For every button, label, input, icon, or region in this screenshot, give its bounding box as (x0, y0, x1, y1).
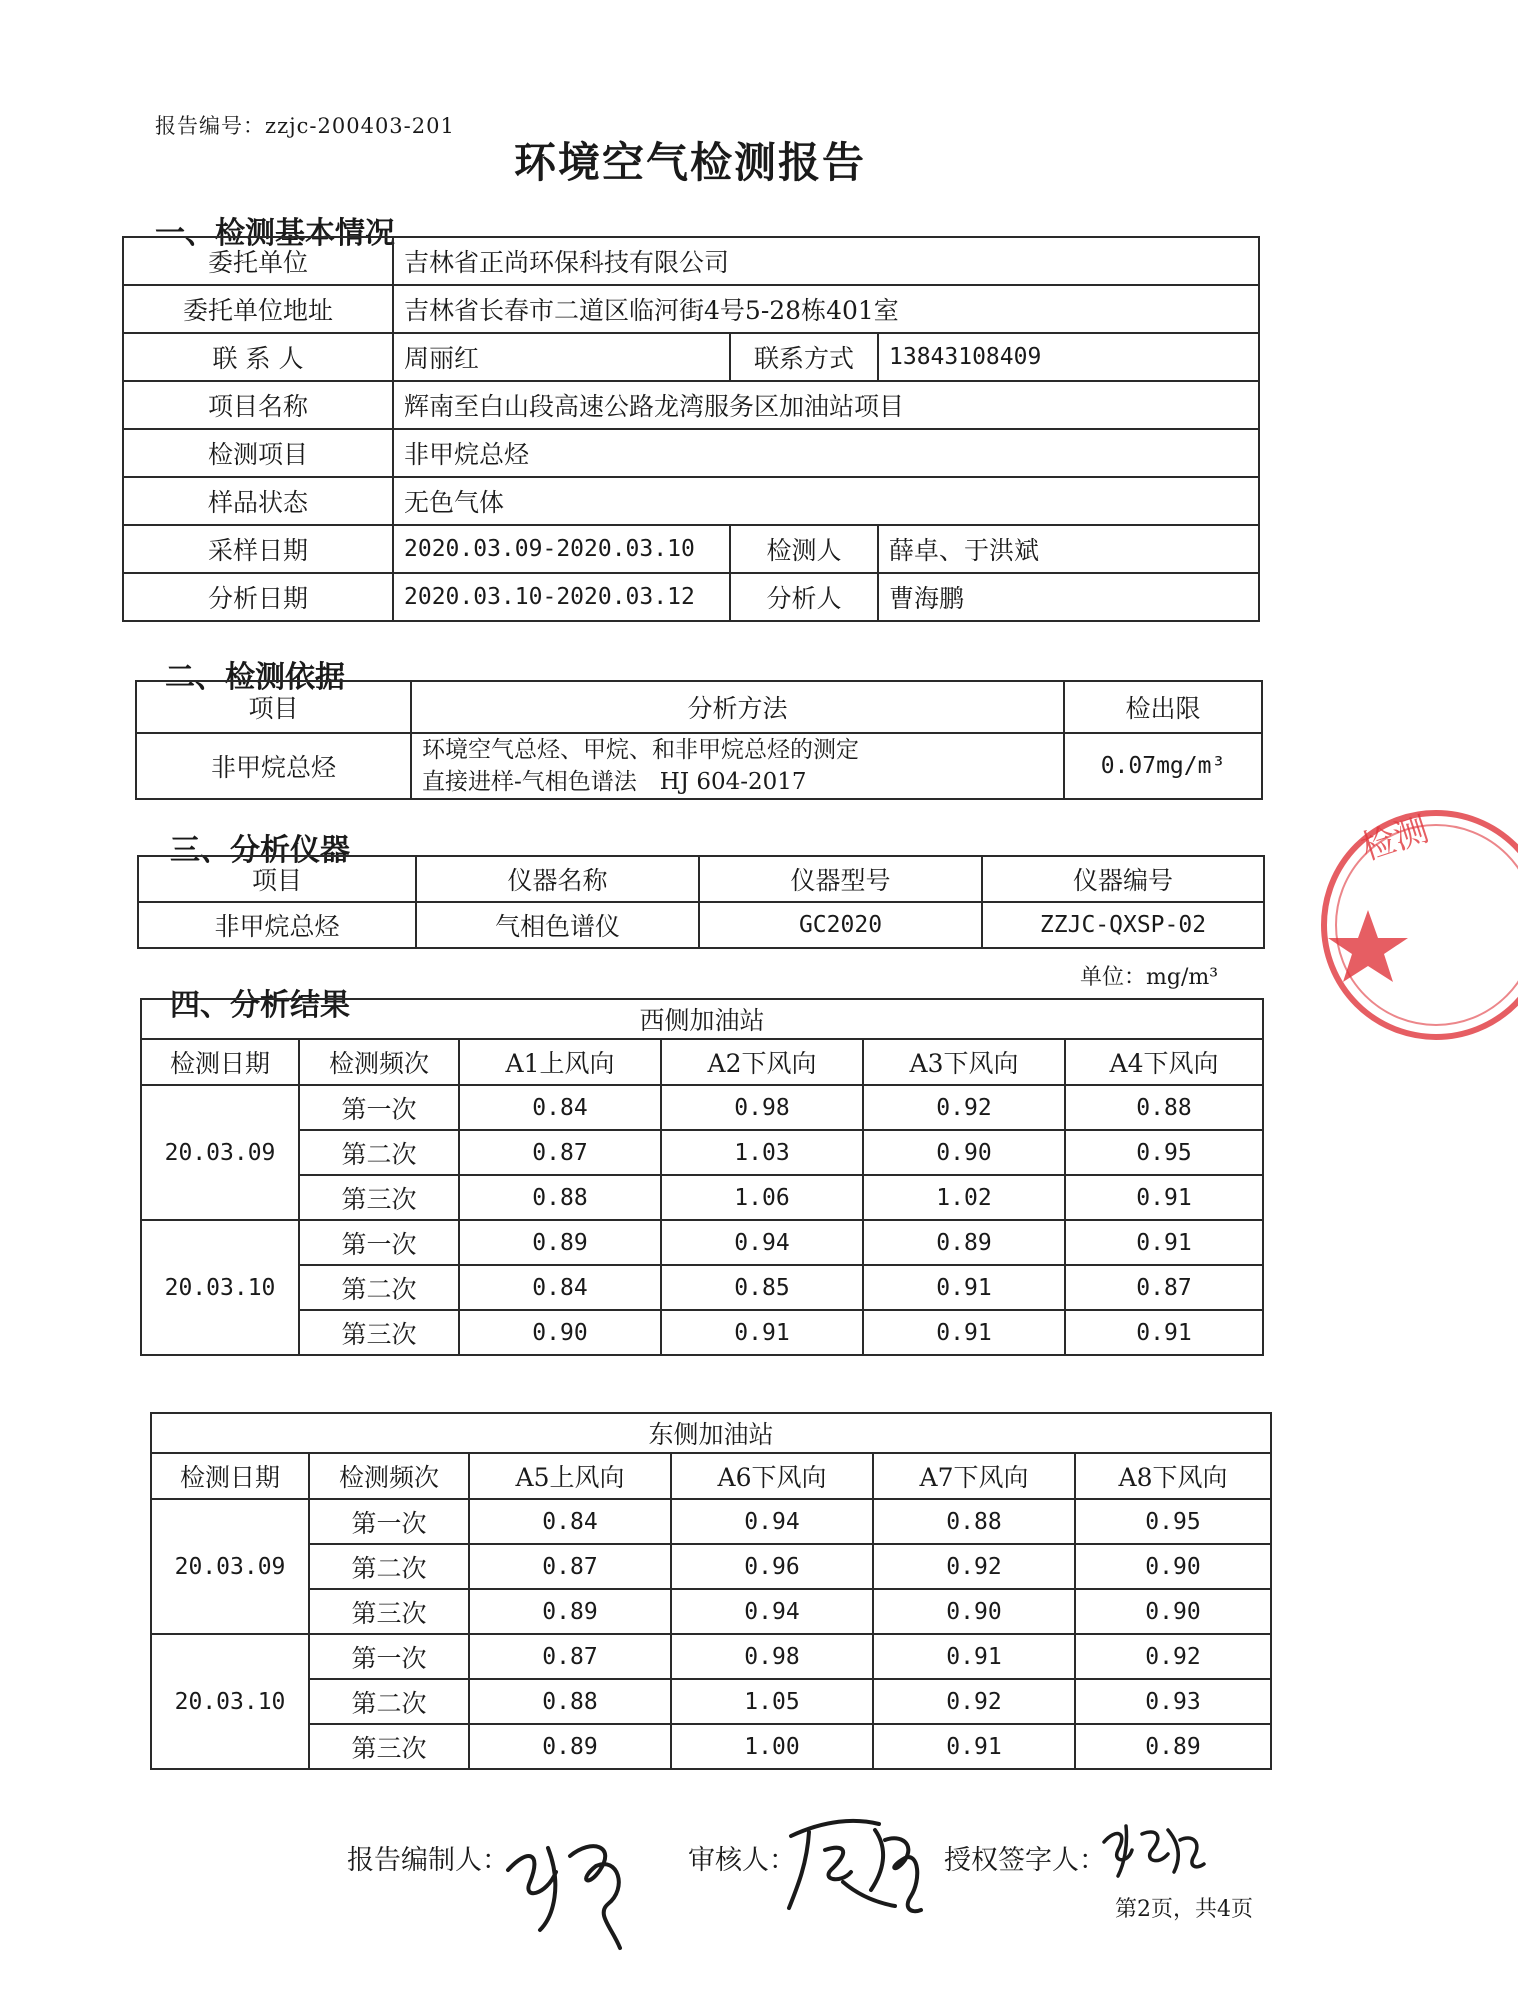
contact-label: 联 系 人 (123, 333, 393, 381)
value-cell: 0.91 (863, 1265, 1065, 1310)
east-freq-header: 检测频次 (309, 1453, 469, 1499)
signatory-signature (1098, 1820, 1208, 1880)
value-cell: 0.91 (1065, 1310, 1263, 1355)
method-line-1: 环境空气总烃、甲烷、和非甲烷总烃的测定 (422, 737, 859, 763)
freq-cell: 第二次 (309, 1544, 469, 1589)
instrument-header-item: 项目 (138, 856, 416, 902)
method-item: 非甲烷总烃 (136, 733, 411, 799)
value-cell: 0.98 (671, 1634, 873, 1679)
table-row (141, 1175, 1263, 1220)
sample-label: 样品状态 (123, 477, 393, 525)
date-cell: 20.03.10 (141, 1220, 299, 1355)
table-row (151, 1634, 1271, 1679)
value-cell: 0.92 (1075, 1634, 1271, 1679)
value-cell: 0.89 (469, 1724, 671, 1769)
instrument-item: 非甲烷总烃 (138, 902, 416, 948)
table-row (151, 1589, 1271, 1634)
value-cell: 1.02 (863, 1175, 1065, 1220)
stamp-text: 检测 (1356, 809, 1434, 869)
section1-heading: 一、检测基本情况 (155, 216, 395, 251)
basic-info-table (122, 236, 1260, 622)
table-row (151, 1499, 1271, 1544)
reviewer-label: 审核人： (688, 1845, 796, 1876)
page-number: 第2页，共4页 (1115, 1897, 1253, 1922)
value-cell: 0.91 (863, 1310, 1065, 1355)
sample-value: 无色气体 (393, 477, 1259, 525)
unit-label: 单位：mg/m³ (1080, 965, 1219, 990)
signatory-label: 授权签字人： (944, 1845, 1106, 1876)
client-value: 吉林省正尚环保科技有限公司 (393, 237, 1259, 285)
value-cell: 0.91 (873, 1634, 1075, 1679)
stamp (1318, 790, 1518, 1060)
method-header-limit: 检出限 (1064, 681, 1262, 733)
inspector-label: 检测人 (730, 525, 878, 573)
value-cell: 1.06 (661, 1175, 863, 1220)
value-cell: 0.93 (1075, 1679, 1271, 1724)
east-point-header: A5上风向 (469, 1453, 671, 1499)
value-cell: 0.84 (459, 1265, 661, 1310)
value-cell: 0.87 (1065, 1265, 1263, 1310)
instrument-header-model: 仪器型号 (699, 856, 982, 902)
west-point-header: A1上风向 (459, 1039, 661, 1085)
table-row (141, 1265, 1263, 1310)
value-cell: 0.95 (1075, 1499, 1271, 1544)
sampling-date-value: 2020.03.09-2020.03.10 (393, 525, 730, 573)
east-point-header: A6下风向 (671, 1453, 873, 1499)
table-row (141, 1220, 1263, 1265)
value-cell: 0.84 (469, 1499, 671, 1544)
freq-cell: 第三次 (299, 1310, 459, 1355)
section4-heading: 四、分析结果 (170, 988, 350, 1023)
value-cell: 0.88 (469, 1679, 671, 1724)
value-cell: 1.05 (671, 1679, 873, 1724)
compiler-signature (500, 1808, 635, 1958)
project-value: 辉南至白山段高速公路龙湾服务区加油站项目 (393, 381, 1259, 429)
freq-cell: 第一次 (299, 1085, 459, 1130)
freq-cell: 第一次 (309, 1499, 469, 1544)
west-point-header: A4下风向 (1065, 1039, 1263, 1085)
value-cell: 0.90 (863, 1130, 1065, 1175)
value-cell: 0.89 (459, 1220, 661, 1265)
value-cell: 0.90 (1075, 1544, 1271, 1589)
instrument-header-id: 仪器编号 (982, 856, 1264, 902)
analysis-date-value: 2020.03.10-2020.03.12 (393, 573, 730, 621)
west-freq-header: 检测频次 (299, 1039, 459, 1085)
value-cell: 0.89 (469, 1589, 671, 1634)
value-cell: 0.92 (873, 1544, 1075, 1589)
west-point-header: A3下风向 (863, 1039, 1065, 1085)
value-cell: 0.87 (469, 1544, 671, 1589)
value-cell: 0.92 (863, 1085, 1065, 1130)
value-cell: 0.88 (459, 1175, 661, 1220)
value-cell: 0.84 (459, 1085, 661, 1130)
value-cell: 0.91 (1065, 1175, 1263, 1220)
date-cell: 20.03.09 (151, 1499, 309, 1634)
value-cell: 1.03 (661, 1130, 863, 1175)
value-cell: 0.88 (873, 1499, 1075, 1544)
sampling-date-label: 采样日期 (123, 525, 393, 573)
west-title: 西侧加油站 (141, 999, 1263, 1039)
east-date-header: 检测日期 (151, 1453, 309, 1499)
client-label: 委托单位 (123, 237, 393, 285)
value-cell: 1.00 (671, 1724, 873, 1769)
table-row (141, 1130, 1263, 1175)
table-row (151, 1724, 1271, 1769)
item-label: 检测项目 (123, 429, 393, 477)
inspector-value: 薛卓、于洪斌 (878, 525, 1259, 573)
freq-cell: 第二次 (299, 1265, 459, 1310)
value-cell: 0.90 (873, 1589, 1075, 1634)
detection-limit: 0.07mg/m³ (1064, 733, 1262, 799)
value-cell: 0.98 (661, 1085, 863, 1130)
instrument-name: 气相色谱仪 (416, 902, 699, 948)
method-text (411, 733, 1064, 799)
contact-value: 周丽红 (393, 333, 730, 381)
analysis-date-label: 分析日期 (123, 573, 393, 621)
value-cell: 0.88 (1065, 1085, 1263, 1130)
west-date-header: 检测日期 (141, 1039, 299, 1085)
method-line-2: 直接进样-气相色谱法 HJ 604-2017 (422, 769, 807, 795)
phone-label: 联系方式 (730, 333, 878, 381)
freq-cell: 第三次 (299, 1175, 459, 1220)
value-cell: 0.87 (459, 1130, 661, 1175)
date-cell: 20.03.10 (151, 1634, 309, 1769)
instrument-header-name: 仪器名称 (416, 856, 699, 902)
west-point-header: A2下风向 (661, 1039, 863, 1085)
compiler-label: 报告编制人： (347, 1845, 509, 1876)
value-cell: 0.94 (671, 1499, 873, 1544)
item-value: 非甲烷总烃 (393, 429, 1259, 477)
freq-cell: 第一次 (309, 1634, 469, 1679)
analyst-value: 曹海鹏 (878, 573, 1259, 621)
instrument-id: ZZJC-QXSP-02 (982, 902, 1264, 948)
value-cell: 0.87 (469, 1634, 671, 1679)
instrument-model: GC2020 (699, 902, 982, 948)
value-cell: 0.91 (873, 1724, 1075, 1769)
east-point-header: A7下风向 (873, 1453, 1075, 1499)
table-row (141, 1085, 1263, 1130)
value-cell: 0.90 (1075, 1589, 1271, 1634)
method-header-item: 项目 (136, 681, 411, 733)
west-results-table (140, 998, 1264, 1356)
freq-cell: 第二次 (309, 1679, 469, 1724)
value-cell: 0.94 (671, 1589, 873, 1634)
freq-cell: 第三次 (309, 1724, 469, 1769)
value-cell: 0.96 (671, 1544, 873, 1589)
address-label: 委托单位地址 (123, 285, 393, 333)
method-table (135, 680, 1263, 800)
value-cell: 0.89 (863, 1220, 1065, 1265)
instrument-table (137, 855, 1265, 949)
reviewer-signature (785, 1810, 925, 1920)
section2-heading: 二、检测依据 (165, 660, 345, 695)
report-title: 环境空气检测报告 (513, 138, 866, 187)
table-row (141, 1310, 1263, 1355)
method-header-method: 分析方法 (411, 681, 1064, 733)
east-results-table (150, 1412, 1272, 1770)
analyst-label: 分析人 (730, 573, 878, 621)
address-value: 吉林省长春市二道区临河街4号5-28栋401室 (393, 285, 1259, 333)
value-cell: 0.85 (661, 1265, 863, 1310)
section3-heading: 三、分析仪器 (170, 833, 350, 868)
value-cell: 0.92 (873, 1679, 1075, 1724)
table-row (151, 1544, 1271, 1589)
value-cell: 0.91 (661, 1310, 863, 1355)
value-cell: 0.95 (1065, 1130, 1263, 1175)
east-point-header: A8下风向 (1075, 1453, 1271, 1499)
freq-cell: 第三次 (309, 1589, 469, 1634)
report-number: 报告编号：zzjc-200403-201 (155, 114, 455, 138)
table-row (151, 1679, 1271, 1724)
date-cell: 20.03.09 (141, 1085, 299, 1220)
value-cell: 0.91 (1065, 1220, 1263, 1265)
phone-value: 13843108409 (878, 333, 1259, 381)
value-cell: 0.90 (459, 1310, 661, 1355)
freq-cell: 第二次 (299, 1130, 459, 1175)
east-title: 东侧加油站 (151, 1413, 1271, 1453)
freq-cell: 第一次 (299, 1220, 459, 1265)
value-cell: 0.89 (1075, 1724, 1271, 1769)
project-label: 项目名称 (123, 381, 393, 429)
value-cell: 0.94 (661, 1220, 863, 1265)
